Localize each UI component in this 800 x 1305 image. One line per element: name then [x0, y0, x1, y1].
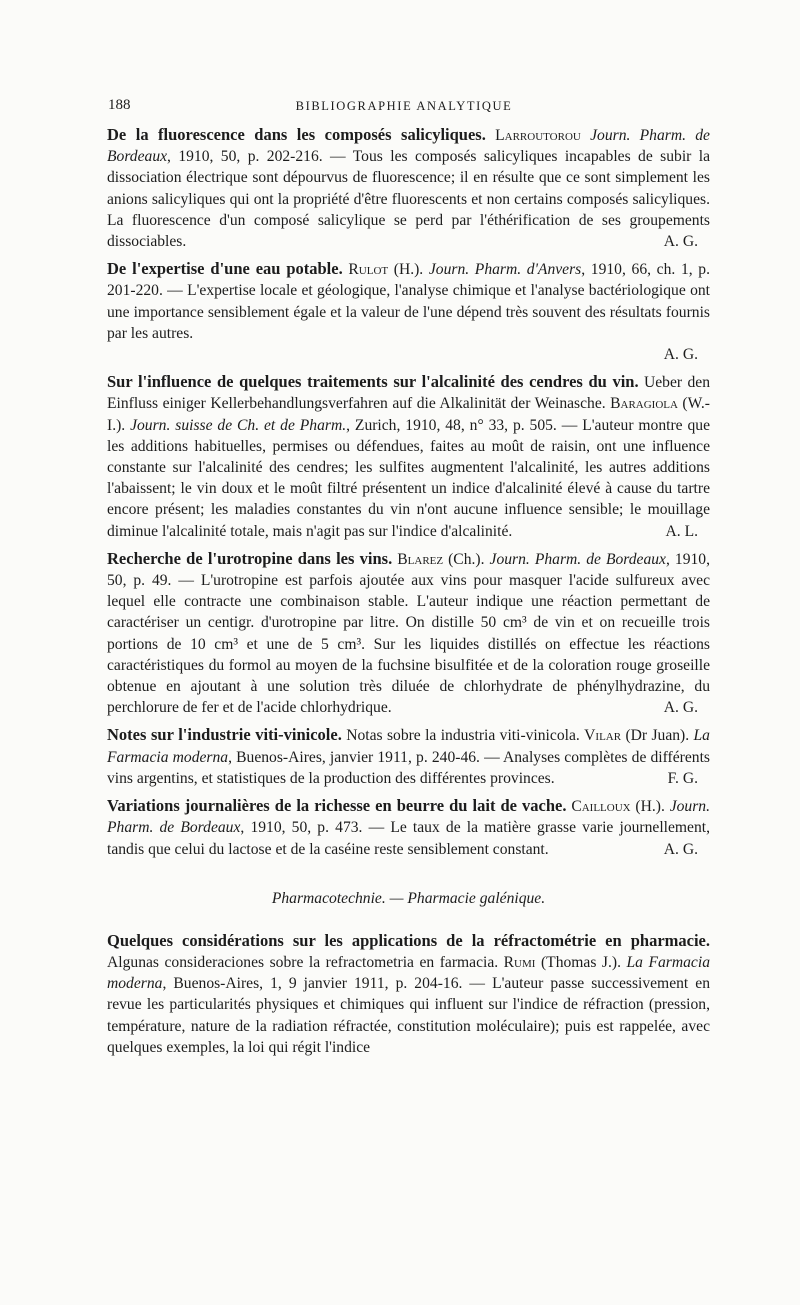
- entry-body: L'auteur passe successivement en revue les particularités physiques et chimiques qui influent sur l'indice de réfraction (pression, température, nature de la radiation réfractée, constitution moléculaire); puis est rappelée, avec quelques exemples, la loi qui régit l'indice: [107, 975, 711, 1056]
- entry-body: L'urotropine est parfois ajoutée aux vins pour masquer l'acide sulfureux avec lequel elle contracte une combinaison stable. L'auteur indique une réaction permettant de caractériser un centigr. d'urotropine par litre. On distille 50 cm³ de vin et on recueille trois portions de 10 cm³ et une de 5 cm³. Sur les liquides distillés on effectue les réactions caractéristiques du formol au moyen de la fuchsine bisulfitée et de la coloration rouge groseille obtenue en ajoutant à une solution très diluée de chlorhydrate de phénylhydrazine, du perchlorure de fer et de l'acide chlorhydrique.: [107, 572, 710, 717]
- entry-original-title: Notas sobre la industria viti-vinicola.: [341, 727, 585, 745]
- entry-signature: A. G.: [663, 840, 698, 858]
- running-title: BIBLIOGRAPHIE ANALYTIQUE: [295, 99, 513, 113]
- entry-original-title: Algunas consideraciones sobre la refractometria en farmacia.: [107, 953, 504, 971]
- entry-journal: Journ. suisse de Ch. et de Pharm.: [130, 416, 347, 434]
- entry-journal: La Farmacia moderna: [107, 953, 710, 993]
- entry-author: Cailloux: [571, 798, 631, 816]
- entry-author-initials: (W.-I.).: [107, 395, 710, 434]
- abstract-entry: [107, 930, 710, 1058]
- entry-signature: A. L.: [665, 522, 698, 540]
- entry-body: L'expertise locale et géologique, l'analyse chimique et l'analyse bactériologique ont une importance sensiblement égale et la valeur de l'une dépend très souvent des résultats fournis par les autres.: [107, 282, 710, 342]
- entry-author: Vilar: [584, 727, 622, 745]
- section-heading: Pharmacotechnie. — Pharmacie galénique.: [271, 889, 546, 907]
- entry-signature: A. G.: [663, 699, 698, 717]
- entry-author: Larroutorou: [495, 127, 581, 144]
- entry-reference: , Buenos-Aires, janvier 1911, p. 240-46. —: [228, 748, 503, 766]
- abstract-entry: [107, 548, 710, 719]
- entry-author-initials: (Dr Juan).: [621, 727, 694, 745]
- entry-title: De l'expertise d'une eau potable.: [107, 259, 343, 279]
- entry-body: Le taux de la matière grasse varie journellement, tandis que celui du lactose et de la caséine reste sensiblement constant.: [107, 819, 710, 858]
- page-body: [107, 124, 710, 1064]
- entry-title: De la fluorescence dans les composés salicyliques.: [107, 125, 486, 144]
- entry-journal: Journ. Pharm. de Bordeaux: [107, 127, 710, 166]
- entry-journal: Journ. Pharm. d'Anvers: [428, 261, 582, 279]
- entry-body: Tous les composés salicyliques incapables de subir la dissociation électrique sont dépourvus de fluorescence; il en résulte que ce sont simplement les anions salicyliques qui ont la propriété d'être fluorescents et non certains composés salicyliques. La fluorescence d'un composé salicylique se perd par l'éthérification de ses groupements dissociables.: [107, 148, 710, 251]
- entry-title: Sur l'influence de quelques traitements sur l'alcalinité des cendres du vin.: [107, 372, 639, 392]
- entry-reference: , 1910, 50, p. 473. —: [240, 819, 391, 837]
- entry-reference: , Buenos-Aires, 1, 9 janvier 1911, p. 204-16. —: [162, 975, 493, 993]
- entry-author: Rumi: [503, 953, 536, 971]
- entry-reference: , Zurich, 1910, 48, n° 33, p. 505. —: [346, 416, 583, 434]
- abstract-entry: [107, 258, 710, 365]
- entry-title: Variations journalières de la richesse en beurre du lait de vache.: [107, 796, 567, 816]
- entry-original-title: Ueber den Einfluss einiger Kellerbehandlungsverfahren auf die Alkalinität der Weinasche.: [107, 374, 711, 413]
- entry-reference: , 1910, 50, p. 49. —: [107, 550, 710, 590]
- abstract-entry: [107, 124, 710, 252]
- entry-reference: , 1910, 50, p. 202-216. —: [167, 148, 353, 166]
- entry-journal: Journ. Pharm. de Bordeaux: [107, 798, 710, 837]
- entry-signature: A. G.: [663, 346, 698, 364]
- abstract-entry: [107, 371, 710, 542]
- entry-author-initials: (H.).: [630, 798, 670, 816]
- entry-title: Notes sur l'industrie viti-vinicole.: [107, 725, 342, 745]
- entry-body: Analyses complètes de différents vins argentins, et statistiques de la production des différentes provinces.: [107, 748, 710, 787]
- entry-title: Quelques considérations sur les applications de la réfractométrie en pharmacie.: [107, 930, 710, 950]
- entry-title: Recherche de l'urotropine dans les vins.: [107, 548, 393, 568]
- entry-body: L'auteur montre que les additions habituelles, permises ou défendues, faites au moût de raisin, ont une influence constante sur l'alcalinité des cendres; les sulfites augmentent l'alcalinité, les autres additions l'abaissent; le vin doux et le moût filtré présentent un indice d'alcalinité élevé à cause du tartre encore présent; les maladies constantes du vin n'ont aucune influence sensible; le mouillage diminue l'alcalinité totale, mais n'agit pas sur l'indice d'alcalinité.: [107, 416, 710, 540]
- abstract-entry: [107, 795, 710, 860]
- entry-journal: La Farmacia moderna: [107, 727, 710, 766]
- running-header: [108, 97, 700, 119]
- entry-author-initials: (Thomas J.).: [535, 953, 627, 971]
- entry-journal: Journ. Pharm. de Bordeaux: [489, 550, 666, 568]
- entry-reference: , 1910, 66, ch. 1, p. 201-220. —: [107, 261, 710, 300]
- entry-author-initials: (H.).: [388, 261, 429, 279]
- entry-author-initials: (Ch.).: [443, 550, 490, 568]
- abstract-entry: [107, 724, 710, 789]
- page-number: 188: [108, 97, 131, 113]
- entry-author: Baragiola: [610, 395, 678, 413]
- entry-author: Rulot: [348, 261, 389, 279]
- entry-author: Blarez: [397, 550, 444, 568]
- entry-signature: A. G.: [663, 233, 698, 251]
- entry-signature: F. G.: [667, 769, 698, 787]
